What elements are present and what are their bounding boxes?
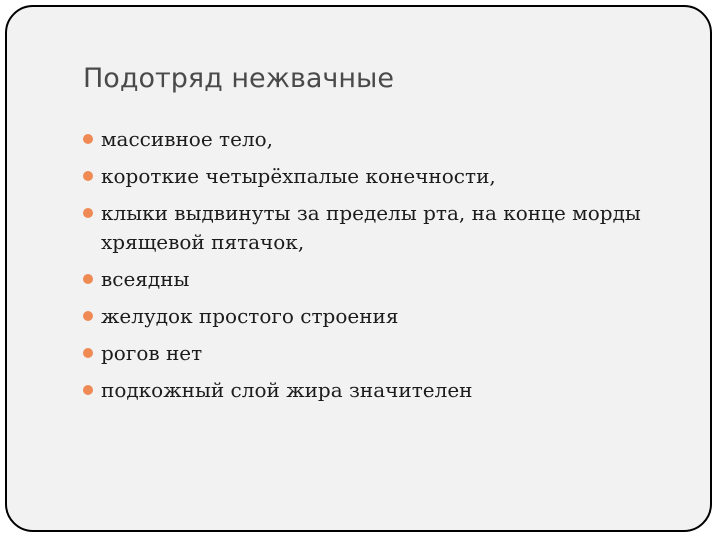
slide-title: Подотряд нежвачные (83, 63, 394, 94)
bullet-dot-icon (83, 385, 93, 395)
bullet-list (83, 125, 683, 413)
list-item (83, 302, 683, 331)
list-item (83, 199, 683, 257)
bullet-text: рогов нет (101, 341, 203, 365)
list-item (83, 125, 683, 154)
bullet-dot-icon (83, 274, 93, 284)
bullet-dot-icon (83, 171, 93, 181)
slide (5, 5, 712, 532)
bullet-dot-icon (83, 134, 93, 144)
list-item (83, 162, 683, 191)
bullet-text: всеядны (101, 267, 190, 291)
bullet-dot-icon (83, 348, 93, 358)
bullet-dot-icon (83, 311, 93, 321)
list-item (83, 339, 683, 368)
bullet-text: массивное тело, (101, 127, 274, 151)
list-item (83, 265, 683, 294)
bullet-text: короткие четырёхпалые конечности, (101, 164, 496, 188)
bullet-text: клыки выдвинуты за пределы рта, на конце морды хрящевой пятачок, (101, 201, 641, 254)
list-item (83, 376, 683, 405)
bullet-dot-icon (83, 208, 93, 218)
bullet-text: желудок простого строения (101, 304, 399, 328)
bullet-text: подкожный слой жира значителен (101, 378, 473, 402)
